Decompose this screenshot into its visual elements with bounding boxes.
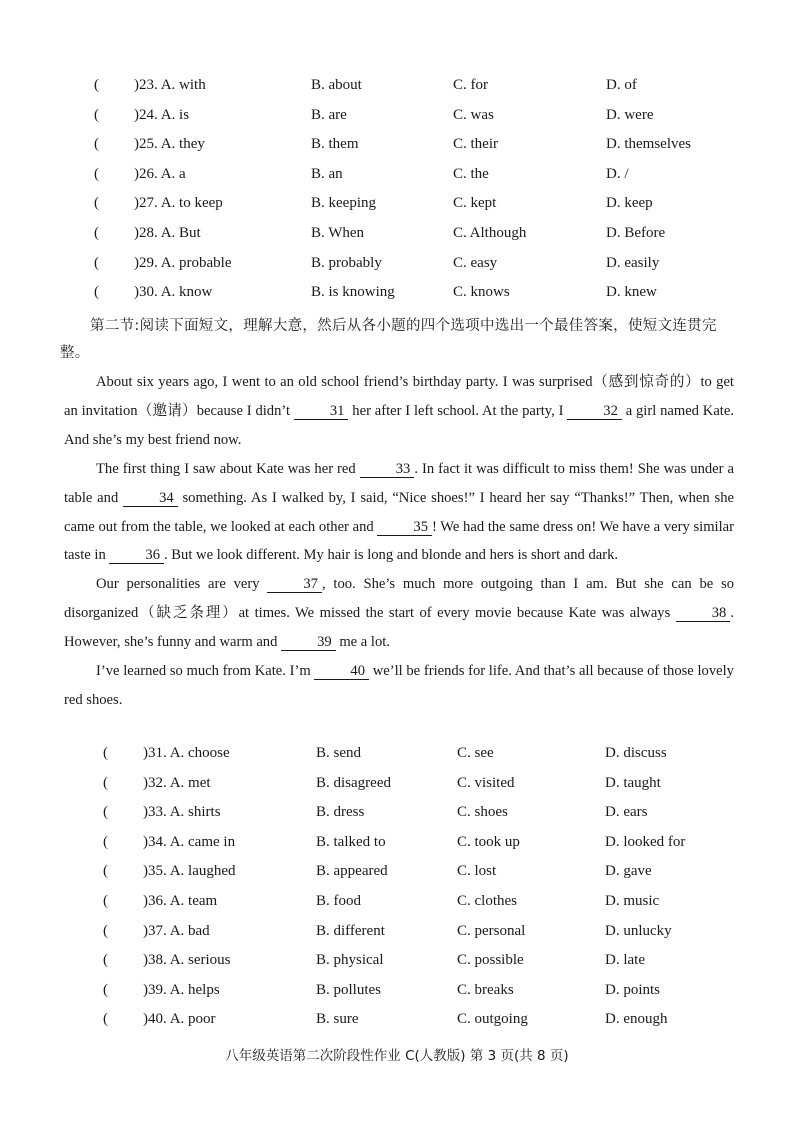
answer-paren: (	[94, 195, 99, 212]
question-option-b: B. talked to	[316, 833, 386, 850]
question-option-a: )23. A. with	[134, 77, 206, 93]
question-option-a: )39. A. helps	[143, 981, 220, 998]
question-row-34	[0, 834, 794, 864]
question-option-d: D. late	[605, 952, 645, 969]
question-option-c: C. the	[453, 165, 489, 182]
answer-paren: (	[94, 136, 99, 153]
passage-paragraph-1: About six years ago, I went to an old school friend’s birthday party. I was surprised（感到惊奇的）to get an invitation（邀请）because I didn’t 31 her after I left school. At the party, I 32 a girl named Kate. And she’s my best friend now.	[64, 374, 734, 448]
question-option-d: D. knew	[606, 284, 657, 301]
answer-paren: (	[103, 833, 108, 850]
question-option-d: D. ears	[605, 804, 648, 821]
question-option-c: C. Although	[453, 224, 527, 241]
question-option-b: B. different	[316, 922, 385, 939]
question-option-d: D. enough	[605, 1011, 668, 1028]
answer-paren: (	[94, 284, 99, 301]
question-option-d: D. looked for	[605, 833, 686, 850]
passage-paragraph-3: Our personalities are very 37 , too. She’s much more outgoing than I am. But she can be so disorganized（缺乏条理）at times. We missed the start of every movie because Kate was always 38 . However, she’s funny and warm and 39 me a lot.	[64, 576, 734, 651]
answer-paren: (	[94, 224, 99, 241]
question-option-d: D. discuss	[605, 745, 667, 761]
question-row-36	[0, 893, 794, 923]
blank-31: 31	[294, 403, 349, 420]
answer-paren: (	[94, 77, 99, 93]
blank-39: 39	[281, 634, 336, 651]
question-option-a: )26. A. a	[134, 165, 186, 182]
question-row-25	[0, 136, 794, 166]
answer-paren: (	[103, 863, 108, 880]
question-option-d: D. were	[606, 106, 654, 123]
question-row-32	[0, 775, 794, 805]
question-option-c: C. lost	[457, 863, 497, 880]
question-option-b: B. an	[311, 165, 343, 182]
question-row-35	[0, 863, 794, 893]
question-option-b: B. disagreed	[316, 774, 391, 791]
question-option-d: D. Before	[606, 224, 666, 241]
blank-38: 38	[676, 605, 731, 622]
blank-36: 36	[109, 547, 164, 564]
question-option-c: C. shoes	[457, 804, 508, 821]
question-option-c: C. kept	[453, 195, 497, 212]
question-option-b: B. are	[311, 106, 347, 123]
question-option-d: D. keep	[606, 195, 653, 212]
options-list-31-40	[0, 745, 794, 1041]
question-option-d: D. of	[606, 77, 637, 93]
question-option-b: B. appeared	[316, 863, 388, 880]
question-option-b: B. food	[316, 892, 361, 909]
question-option-c: C. easy	[453, 254, 498, 271]
question-option-b: B. about	[311, 77, 362, 93]
question-row-33	[0, 804, 794, 834]
question-option-d: D. music	[605, 892, 660, 909]
question-row-24	[0, 107, 794, 137]
answer-paren: (	[103, 952, 108, 969]
question-option-d: D. easily	[606, 254, 660, 271]
question-option-a: )31. A. choose	[143, 745, 230, 761]
question-option-d: D. taught	[605, 774, 661, 791]
answer-paren: (	[103, 745, 108, 761]
blank-34: 34	[123, 490, 178, 507]
question-option-a: )37. A. bad	[143, 922, 210, 939]
question-option-a: )36. A. team	[143, 892, 218, 909]
page-footer: 八年级英语第二次阶段性作业 C(人教版) 第 3 页(共 8 页)	[225, 1048, 569, 1064]
question-option-a: )24. A. is	[134, 106, 190, 123]
question-row-38	[0, 952, 794, 982]
answer-paren: (	[94, 254, 99, 271]
blank-35: 35	[377, 519, 432, 536]
question-option-b: B. sure	[316, 1011, 359, 1028]
question-row-29	[0, 255, 794, 285]
question-row-28	[0, 225, 794, 255]
question-option-a: )35. A. laughed	[143, 863, 236, 880]
question-row-27	[0, 195, 794, 225]
question-option-c: C. was	[453, 106, 494, 123]
question-option-a: )32. A. met	[143, 774, 211, 791]
question-row-26	[0, 166, 794, 196]
question-option-d: D. unlucky	[605, 922, 672, 939]
reading-passage	[64, 368, 734, 715]
question-row-40	[0, 1011, 794, 1041]
question-option-b: B. dress	[316, 804, 365, 821]
question-option-a: )33. A. shirts	[143, 804, 221, 821]
question-option-d: D. gave	[605, 863, 652, 880]
answer-paren: (	[103, 804, 108, 821]
answer-paren: (	[94, 165, 99, 182]
blank-32: 32	[567, 403, 622, 420]
section-instructions: 第二节:阅读下面短文，理解大意，然后从各小题的四个选项中选出一个最佳答案，使短文连贯完整。	[60, 318, 717, 361]
passage-paragraph-4: I’ve learned so much from Kate. I’m 40 we’ll be friends for life. And that’s all because of those lovely red shoes.	[64, 663, 734, 708]
question-option-c: C. personal	[457, 922, 526, 939]
question-row-23	[0, 77, 794, 107]
question-option-a: )29. A. probable	[134, 254, 232, 271]
question-option-c: C. knows	[453, 284, 510, 301]
question-option-d: D. themselves	[606, 136, 691, 153]
question-option-a: )38. A. serious	[143, 952, 231, 969]
question-option-a: )28. A. But	[134, 224, 201, 241]
question-option-b: B. pollutes	[316, 981, 382, 998]
question-option-b: B. probably	[311, 254, 382, 271]
blank-40: 40	[314, 663, 369, 680]
answer-paren: (	[103, 1011, 108, 1028]
question-option-b: B. physical	[316, 952, 384, 969]
question-option-b: B. keeping	[311, 195, 376, 212]
blank-37: 37	[267, 576, 322, 593]
answer-paren: (	[103, 774, 108, 791]
question-option-b: B. is knowing	[311, 284, 395, 301]
question-option-c: C. clothes	[457, 892, 517, 909]
answer-paren: (	[103, 892, 108, 909]
question-option-c: C. outgoing	[457, 1011, 528, 1028]
answer-paren: (	[94, 106, 99, 123]
question-option-c: C. their	[453, 136, 498, 153]
question-row-37	[0, 923, 794, 953]
answer-paren: (	[103, 922, 108, 939]
question-option-d: D. /	[606, 165, 629, 182]
question-row-31	[0, 745, 794, 775]
question-option-b: B. them	[311, 136, 359, 153]
question-option-a: )40. A. poor	[143, 1011, 216, 1028]
question-option-a: )27. A. to keep	[134, 195, 223, 212]
question-option-c: C. visited	[457, 774, 515, 791]
question-option-c: C. for	[453, 77, 488, 93]
question-option-c: C. possible	[457, 952, 524, 969]
question-option-a: )25. A. they	[134, 136, 205, 153]
question-option-b: B. When	[311, 224, 365, 241]
answer-paren: (	[103, 981, 108, 998]
options-list-23-30	[0, 77, 794, 314]
question-option-c: C. took up	[457, 833, 520, 850]
blank-33: 33	[360, 461, 415, 478]
question-option-c: C. see	[457, 745, 494, 761]
question-option-b: B. send	[316, 745, 361, 761]
question-row-30	[0, 284, 794, 314]
question-row-39	[0, 982, 794, 1012]
passage-paragraph-2: The first thing I saw about Kate was her red 33 . In fact it was difficult to miss them! She was under a table and 34 something. As I walked by, I said, “Nice shoes!” I heard her say “Thanks!” Then, when she came out from the table, we looked at each other and 35 ! We had the same dress on! We have a very similar taste in 36 . But we look different. My hair is long and blonde and hers is short and dark.	[64, 460, 734, 564]
question-option-d: D. points	[605, 981, 661, 998]
question-option-c: C. breaks	[457, 981, 514, 998]
question-option-a: )34. A. came in	[143, 833, 236, 850]
question-option-a: )30. A. know	[134, 284, 213, 301]
